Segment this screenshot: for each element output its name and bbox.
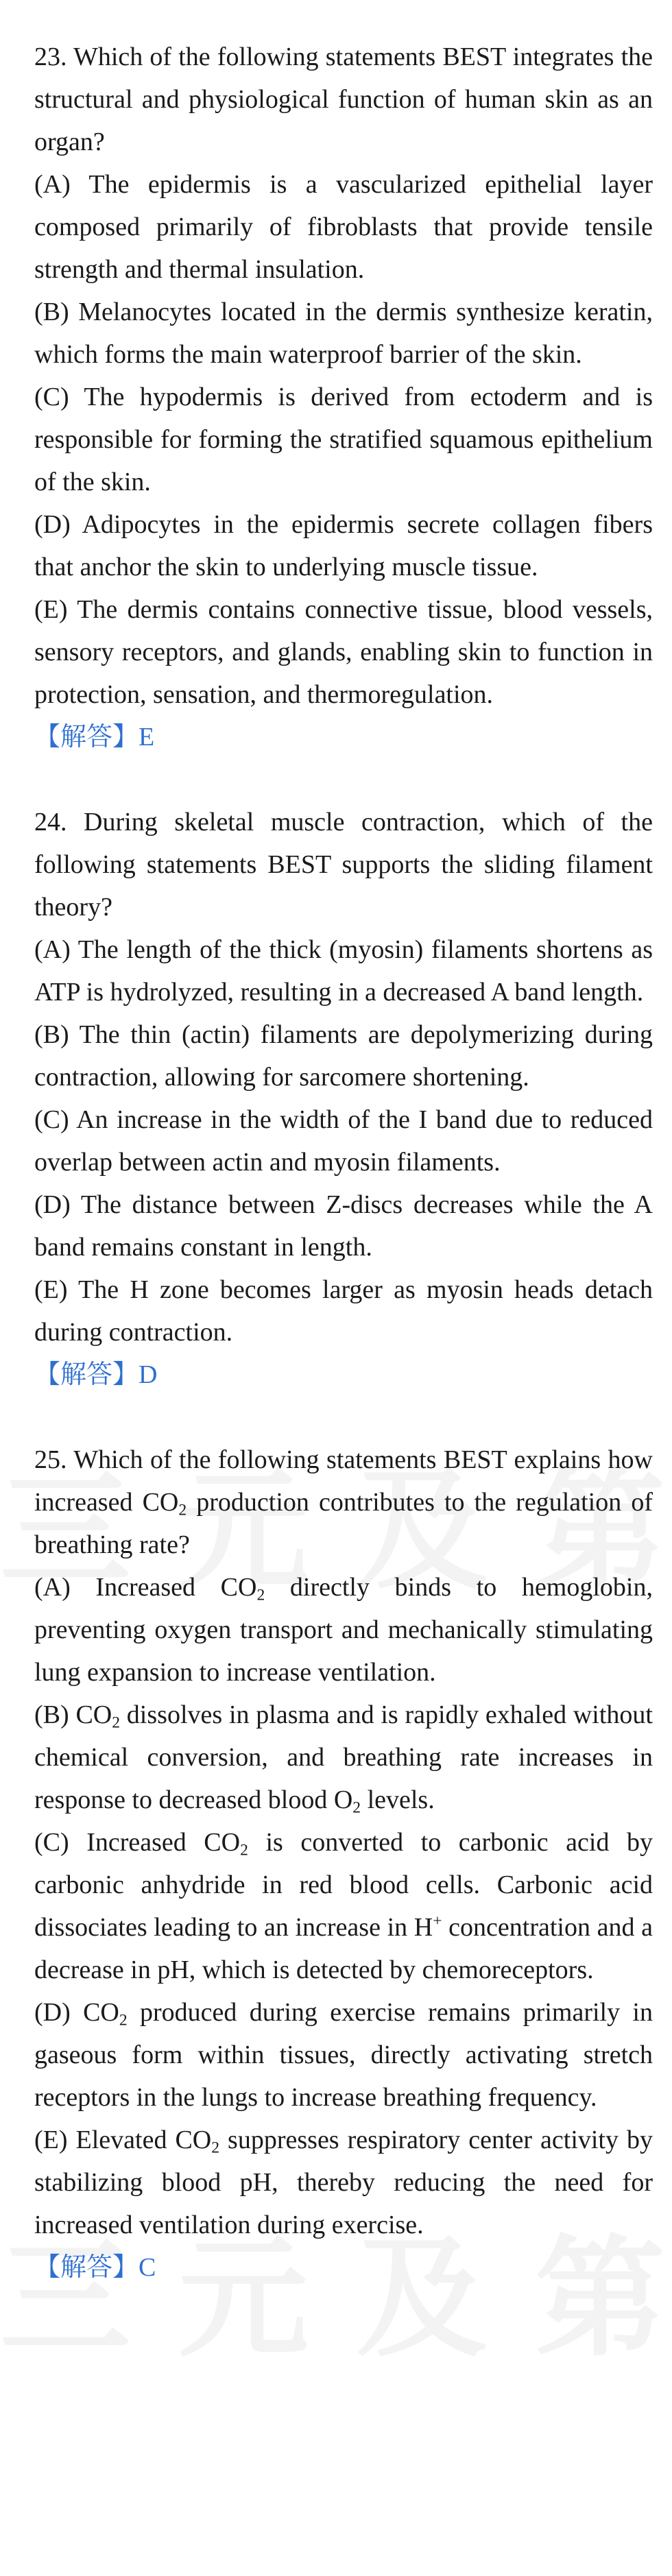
- option-c: (C) An increase in the width of the I band due to reduced overlap between actin and myosin filaments.: [34, 1105, 653, 1177]
- answer-label: 【解答】E: [34, 723, 155, 751]
- option-d: (D) $CO_2$ produced during exercise remains primarily in gaseous form within tissues, directly activating stretch receptors in the lungs to increase breathing frequency.: [34, 1998, 653, 2112]
- question-23: [34, 36, 653, 758]
- spacer: [34, 1396, 653, 1439]
- option-d: (D) Adipocytes in the epidermis secrete collagen fibers that anchor the skin to underlying muscle tissue.: [34, 510, 653, 581]
- question-25: [34, 1439, 653, 2289]
- option-e: (E) The H zone becomes larger as myosin heads detach during contraction.: [34, 1275, 653, 1347]
- option-a: (A) The epidermis is a vascularized epithelial layer composed primarily of fibroblasts that provide tensile strength and thermal insulation.: [34, 170, 653, 284]
- spacer: [34, 758, 653, 801]
- option-a: (A) Increased $CO_2$ directly binds to hemoglobin, preventing oxygen transport and mechanically stimulating lung expansion to increase ventilation.: [34, 1573, 653, 1687]
- option-e: (E) The dermis contains connective tissue, blood vessels, sensory receptors, and glands, enabling skin to function in protection, sensation, and thermoregulation.: [34, 595, 653, 709]
- option-c: (C) Increased $CO_2$ is converted to carbonic acid by carbonic anhydride in red blood cells. Carbonic acid dissociates leading to an increase in H+ concentration and a decrease in pH, which is detected by chemoreceptors.: [34, 1828, 653, 1984]
- answer-label: 【解答】D: [34, 1360, 158, 1389]
- option-b: (B) The thin (actin) filaments are depolymerizing during contraction, allowing for sarcomere shortening.: [34, 1020, 653, 1092]
- option-c: (C) The hypodermis is derived from ectoderm and is responsible for forming the stratified squamous epithelium of the skin.: [34, 383, 653, 496]
- option-b: (B) Melanocytes located in the dermis synthesize keratin, which forms the main waterproof barrier of the skin.: [34, 298, 653, 369]
- option-a: (A) The length of the thick (myosin) filaments shortens as ATP is hydrolyzed, resulting in a decreased A band length.: [34, 935, 653, 1007]
- option-b: (B) $CO_2$ dissolves in plasma and is rapidly exhaled without chemical conversion, and breathing rate increases in response to decreased blood $O_2$ levels.: [34, 1700, 653, 1817]
- option-d: (D) The distance between Z-discs decreases while the A band remains constant in length.: [34, 1190, 653, 1262]
- question-24: [34, 801, 653, 1396]
- question-stem: 23. Which of the following statements BEST integrates the structural and physiological function of human skin as an organ?: [34, 43, 653, 156]
- question-stem: 25. Which of the following statements BEST explains how increased $CO_2$ production contributes to the regulation of breathing rate?: [34, 1445, 653, 1559]
- question-stem: 24. During skeletal muscle contraction, which of the following statements BEST supports the sliding filament theory?: [34, 808, 653, 922]
- answer-label: 【解答】C: [34, 2253, 156, 2282]
- option-e: (E) Elevated $CO_2$ suppresses respiratory center activity by stabilizing blood pH, thereby reducing the need for increased ventilation during exercise.: [34, 2126, 653, 2239]
